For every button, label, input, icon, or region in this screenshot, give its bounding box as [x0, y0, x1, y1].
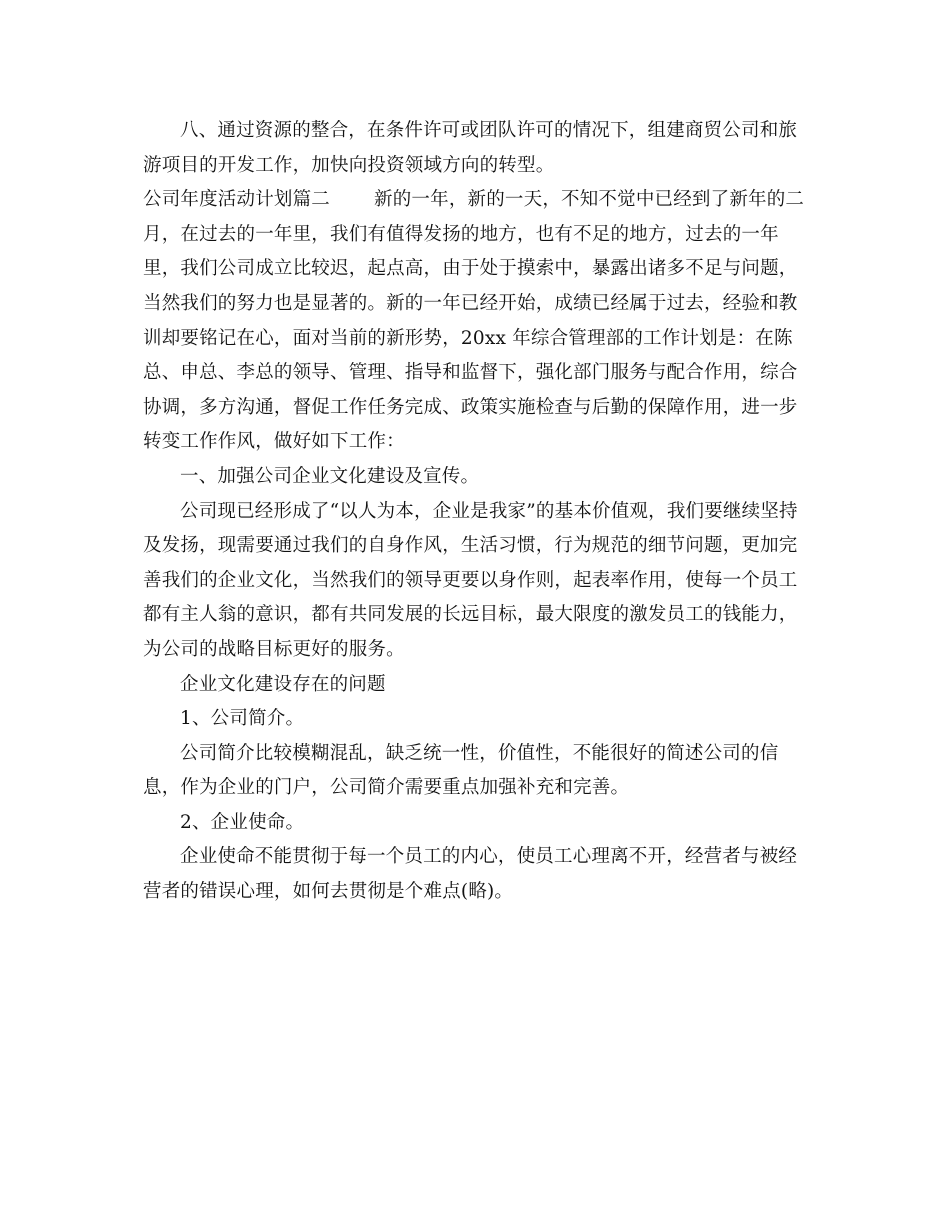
paragraph-plan-intro-text: 新的一年，新的一天，不知不觉中已经到了新年的二月，在过去的一年里，我们有值得发扬的地方，也有不足的地方，过去的一年里，我们公司成立比较迟，起点高，由于处于摸索中，暴露出诸多不足与问题，当然我们的努力也是显著的。新的一年已经开始，成绩已经属于过去，经验和教训却要铭记在心，面对当前的新形势，20xx 年综合管理部的工作计划是：在陈总、申总、李总的领导、管理、指导和监督下，强化部门服务与配合作用，综合协调，多方沟通，督促工作任务完成、政策实施检查与后勤的保障作用，进一步转变工作作风，做好如下工作： [143, 189, 805, 453]
paragraph-company-profile: 公司简介比较模糊混乱，缺乏统一性，价值性，不能很好的简述公司的信息，作为企业的门户，公司简介需要重点加强补充和完善。 [143, 742, 779, 799]
paragraph-core-values: 公司现已经形成了“以人为本，企业是我家”的基本价值观，我们要继续坚持及发扬，现需要通过我们的自身作风，生活习惯，行为规范的细节问题，更加完善我们的企业文化，当然我们的领导更要以身作则，起表率作用，使每一个员工都有主人翁的意识，都有共同发展的长远目标，最大限度的激发员工的钱能力，为公司的战略目标更好的服务。 [143, 500, 798, 660]
heading-culture-building: 一、加强公司企业文化建设及宣传。 [180, 465, 480, 487]
heading-enterprise-mission: 2、企业使命。 [180, 811, 305, 833]
heading-culture-problems: 企业文化建设存在的问题 [180, 673, 386, 695]
paragraph-plan-intro [143, 183, 811, 460]
heading-company-profile: 1、公司简介。 [180, 708, 305, 730]
paragraph-point-eight: 八、通过资源的整合，在条件许可或团队许可的情况下，组建商贸公司和旅游项目的开发工作，加快向投资领域方向的转型。 [143, 120, 798, 176]
paragraph-enterprise-mission: 企业使命不能贯彻于每一个员工的内心，使员工心理离不开，经营者与被经营者的错误心理，如何去贯彻是个难点(略)。 [143, 846, 798, 903]
document-body [143, 114, 811, 910]
section-heading: 公司年度活动计划篇二 [143, 189, 331, 211]
